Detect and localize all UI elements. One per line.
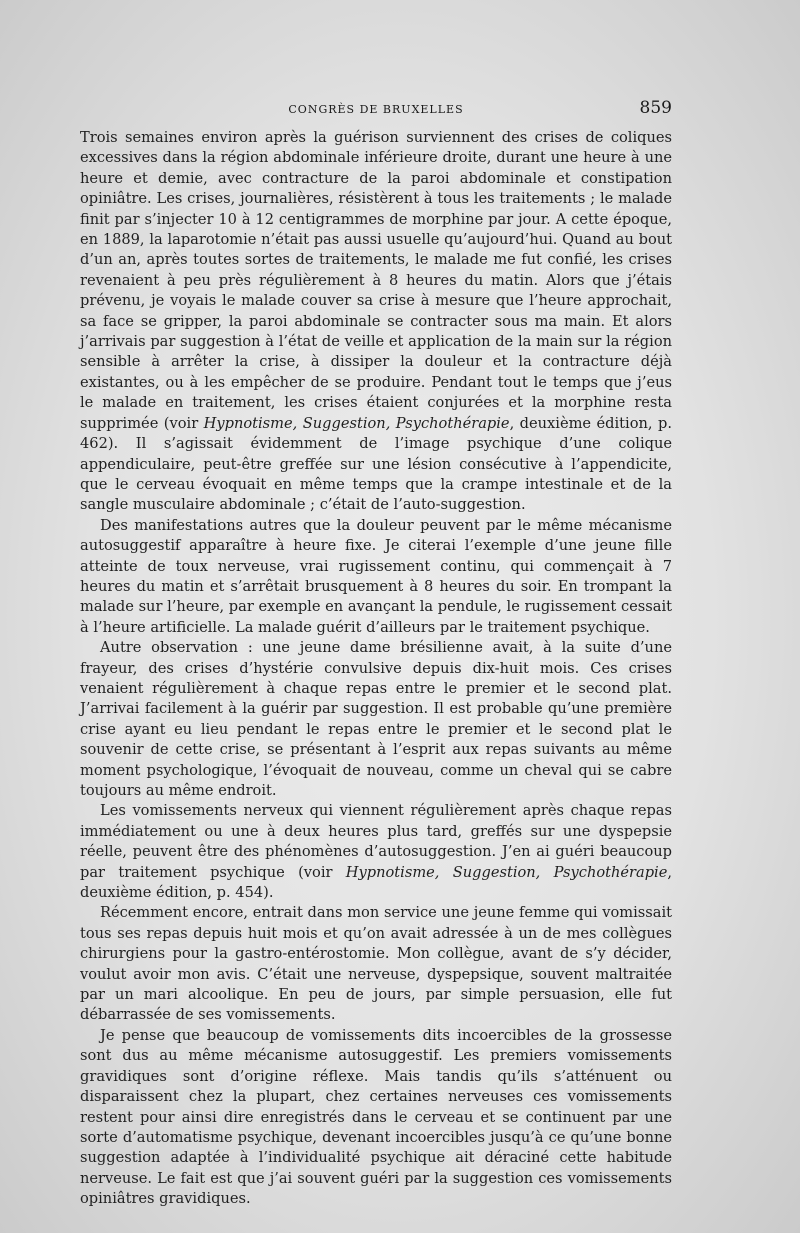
running-head [80, 98, 672, 122]
book-title-citation: Hypnotisme, Suggestion, Psychothérapie [203, 414, 510, 432]
body-text [80, 128, 672, 1210]
paragraph-2 [80, 516, 672, 638]
paragraph-text: Récemment encore, entrait dans mon service une jeune femme qui vomissait tous ses repas depuis huit mois et qu’on avait adressée à un de mes collègues chirurgiens pour la gastro-entérostomie. Mon collègue, avant de s’y décider, voulut avoir mon avis. C’était une nerveuse, dyspepsique, souvent maltraitée par un mari alcoolique. En peu de jours, par simple persuasion, elle fut débarrassée de ses vomissements. [80, 904, 672, 1024]
paragraph-text: Autre observation : une jeune dame brésilienne avait, à la suite d’une frayeur, des crises d’hystérie convulsive depuis dix-huit mois. Ces crises venaient régulièrement à chaque repas entre le premier et le second plat. J’arrivai facilement à la guérir par suggestion. Il est probable qu’une première crise ayant eu lieu pendant le repas entre le premier et le second plat le souvenir de cette crise, se présentant à l’esprit aux repas suivants au même moment psychologique, l’évoquait de nouveau, comme un cheval qui se cabre toujours au même endroit. [80, 639, 672, 799]
paragraph-text: Les vomissements nerveux qui viennent régulièrement après chaque repas immédiatement ou une à deux heures plus tard, greffés sur une dyspepsie réelle, peuvent être des phénomènes d’autosuggestion. J’en ai guéri beaucoup par traitement psychique (voir [80, 802, 672, 881]
paragraph-5 [80, 903, 672, 1025]
paragraph-text: Je pense que beaucoup de vomissements dits incoercibles de la grossesse sont dus au même mécanisme autosuggestif. Les premiers vomissements gravidiques sont d’origine réflexe. Mais tandis qu’ils s’atténuent ou disparaissent chez la plupart, chez certaines nerveuses ces vomissements restent pour ainsi dire enregistrés dans le cerveau et se continuent par une sorte d’automatisme psychique, devenant incoercibles jusqu’à ce qu’une bonne suggestion adaptée à l’individualité psychique ait déraciné cette habitude nerveuse. Le fait est que j’ai souvent guéri par la suggestion ces vomissements opiniâtres gravidiques. [80, 1026, 672, 1208]
page-number: 859 [639, 98, 672, 118]
paragraph-1 [80, 128, 672, 516]
book-title-citation: Hypnotisme, Suggestion, Psychothérapie [345, 863, 668, 881]
paragraph-6 [80, 1026, 672, 1210]
paragraph-text: Des manifestations autres que la douleur peuvent par le même mécanisme autosuggestif apparaître à heure fixe. Je citerai l’exemple d’une jeune fille atteinte de toux nerveuse, vrai rugissement continu, qui commençait à 7 heures du matin et s’arrêtait brusquement à 8 heures du soir. En trompant la malade sur l’heure, par exemple en avançant la pendule, le rugissement cessait à l’heure artificielle. La malade guérit d’ailleurs par le traitement psychique. [80, 516, 672, 636]
running-title: CONGRÈS DE BRUXELLES [288, 103, 464, 116]
paragraph-text: , deuxième édition, p. 462). Il s’agissait évidemment de l’image psychique d’une colique appendiculaire, peut-être greffée sur une lésion consécutive à l’appendicite, que le cerveau évoquait en même temps que la crampe intestinale et de la sangle musculaire abdominale ; c’était de l’auto-suggestion. [80, 414, 672, 514]
paragraph-text: Trois semaines environ après la guérison surviennent des crises de coliques excessives dans la région abdominale inférieure droite, durant une heure à une heure et demie, avec contracture de la paroi abdominale et constipation opiniâtre. Les crises, journalières, résistèrent à tous les traitements ; le malade finit par s’injecter 10 à 12 centigrammes de morphine par jour. A cette époque, en 1889, la laparotomie n’était pas aussi usuelle qu’aujourd’hui. Quand au bout d’un an, après toutes sortes de traitements, le malade me fut confié, les crises revenaient à peu près régulièrement à 8 heures du matin. Alors que j’étais prévenu, je voyais le malade couver sa crise à mesure que l’heure approchait, sa face se gripper, la paroi abdominale se contracter sous ma main. Et alors j’arrivais par suggestion à l’état de veille et application de la main sur la région sensible à arrêter la crise, à dissiper la douleur et la contracture déjà existantes, ou à les empêcher de se produire. Pendant tout le temps que j’eus le malade en traitement, les crises étaient conjurées et la morphine resta supprimée (voir [80, 129, 672, 432]
paragraph-4 [80, 801, 672, 903]
paragraph-text: , deuxième édition, p. 454). [80, 863, 673, 902]
paragraph-3 [80, 638, 672, 801]
